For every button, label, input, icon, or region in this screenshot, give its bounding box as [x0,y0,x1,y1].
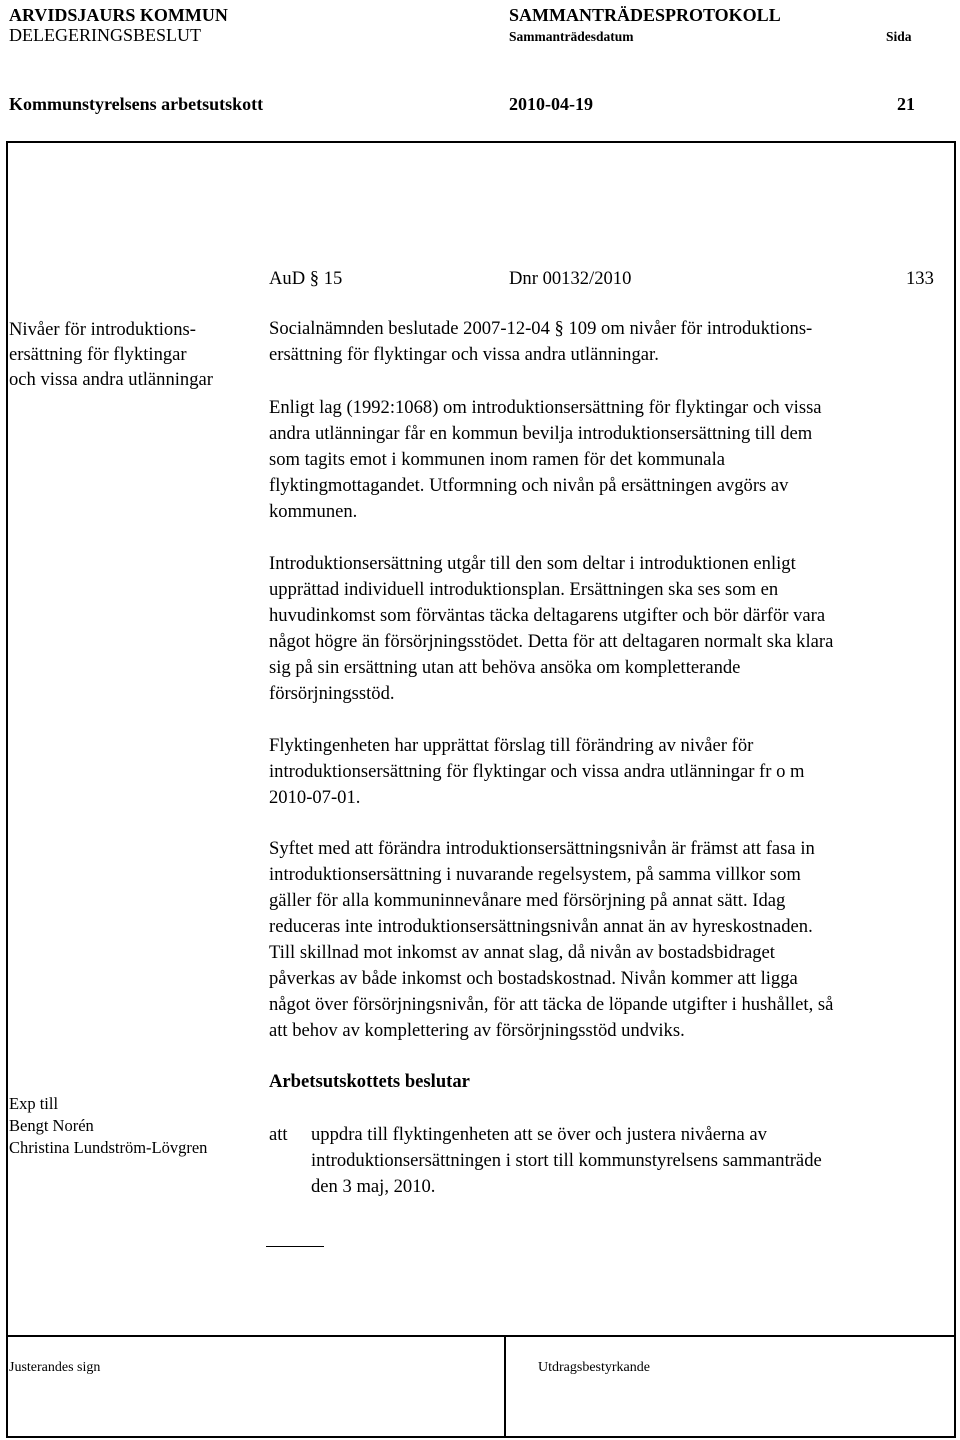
matter-title-line: Nivåer för introduktions- [9,319,196,340]
frame-bottom-border [6,1436,956,1438]
paragraph-line: kommunen. [269,501,358,522]
paragraph-line: 2010-07-01. [269,787,361,808]
paragraph-line: Flyktingenheten har upprättat förslag till förändring av nivåer för [269,735,754,756]
paragraph-introduction-allowance [269,551,833,707]
diary-number: Dnr 00132/2010 [509,268,632,289]
paragraph-line: upprättad individuell introduktionsplan. Ersättningen ska ses som en [269,579,779,600]
decision-line: uppdra till flyktingenheten att se över och justera nivåerna av [311,1124,767,1145]
paragraph-line: reduceras inte introduktionsersättningsnivån annat än av hyreskostnaden. [269,916,813,937]
section-number: AuD § 15 [269,268,343,289]
page-number: 21 [897,94,915,114]
matter-number: 133 [906,268,934,289]
paragraph-line: som tagits emot i kommunen inom ramen för det kommunala [269,449,725,470]
paragraph-line: påverkas av både inkomst och bostadskostnad. Nivån kommer att ligga [269,968,798,989]
extract-certifier-label: Utdragsbestyrkande [538,1360,650,1375]
frame-top-border [6,141,956,143]
paragraph-line: gäller för alla kommuninnevånare med försörjning på annat sätt. Idag [269,890,786,911]
decision-text [311,1122,822,1200]
paragraph-line: flyktingmottagandet. Utformning och nivån på ersättningen avgörs av [269,475,789,496]
paragraph-line: något över försörjningsnivån, för att täcka de löpande utgifter i hushållet, så [269,994,834,1015]
meeting-date-label: Sammanträdesdatum [509,29,634,44]
expedition-recipient: Bengt Norén [9,1116,94,1135]
decision-prefix: att [269,1124,288,1145]
decision-line: den 3 maj, 2010. [311,1176,436,1197]
frame-right-border [954,141,956,1438]
paragraph-line: ersättning för flyktingar och vissa andra utlänningar. [269,344,659,365]
paragraph-line: Introduktionsersättning utgår till den som deltar i introduktionen enligt [269,553,796,574]
matter-title [9,317,213,392]
decision-line: introduktionsersättningen i stort till kommunstyrelsens sammanträde [311,1150,822,1171]
paragraph-line: huvudinkomst som förväntas täcka deltagarens utgifter och bör därför vara [269,605,826,626]
page-label: Sida [886,29,912,44]
end-rule [266,1246,324,1247]
paragraph-line: Socialnämnden beslutade 2007-12-04 § 109 om nivåer för introduktions- [269,318,813,339]
paragraph-law [269,395,822,525]
paragraph-line: Syftet med att förändra introduktionsersättningsnivån är främst att fasa in [269,838,815,859]
decision-type: DELEGERINGSBESLUT [9,25,201,45]
matter-title-line: ersättning för flyktingar [9,344,187,365]
paragraph-board-decision [269,316,812,368]
meeting-date: 2010-04-19 [509,94,593,114]
paragraph-line: försörjningsstöd. [269,683,395,704]
expedition-label: Exp till [9,1094,59,1113]
expedition-list [9,1093,207,1159]
paragraph-line: att behov av komplettering av försörjningsstöd undviks. [269,1020,685,1041]
paragraph-refugee-unit-proposal [269,733,804,811]
protocol-type: SAMMANTRÄDESPROTOKOLL [509,5,781,25]
paragraph-line: sig på sin ersättning utan att behöva ansöka om kompletterande [269,657,741,678]
paragraph-line: introduktionsersättning i nuvarande regelsystem, på samma villkor som [269,864,801,885]
adjuster-sign-label: Justerandes sign [9,1360,101,1375]
paragraph-line: Till skillnad mot inkomst av annat slag, då nivån av bostadsbidraget [269,942,775,963]
footer-column-divider [504,1335,506,1438]
footer-divider [6,1335,956,1337]
body-name: Kommunstyrelsens arbetsutskott [9,94,264,114]
municipality-name: ARVIDSJAURS KOMMUN [9,5,228,25]
paragraph-purpose [269,836,833,1044]
paragraph-line: andra utlänningar får en kommun bevilja introduktionsersättning till dem [269,423,813,444]
paragraph-line: Enligt lag (1992:1068) om introduktionsersättning för flyktingar och vissa [269,397,822,418]
paragraph-line: introduktionsersättning för flyktingar och vissa andra utlänningar fr o m [269,761,805,782]
decision-heading: Arbetsutskottets beslutar [269,1071,470,1092]
matter-title-line: och vissa andra utlänningar [9,369,213,390]
expedition-recipient: Christina Lundström-Lövgren [9,1138,208,1157]
frame-left-border [6,141,8,1438]
paragraph-line: något högre än försörjningsstödet. Detta för att deltagaren normalt ska klara [269,631,834,652]
